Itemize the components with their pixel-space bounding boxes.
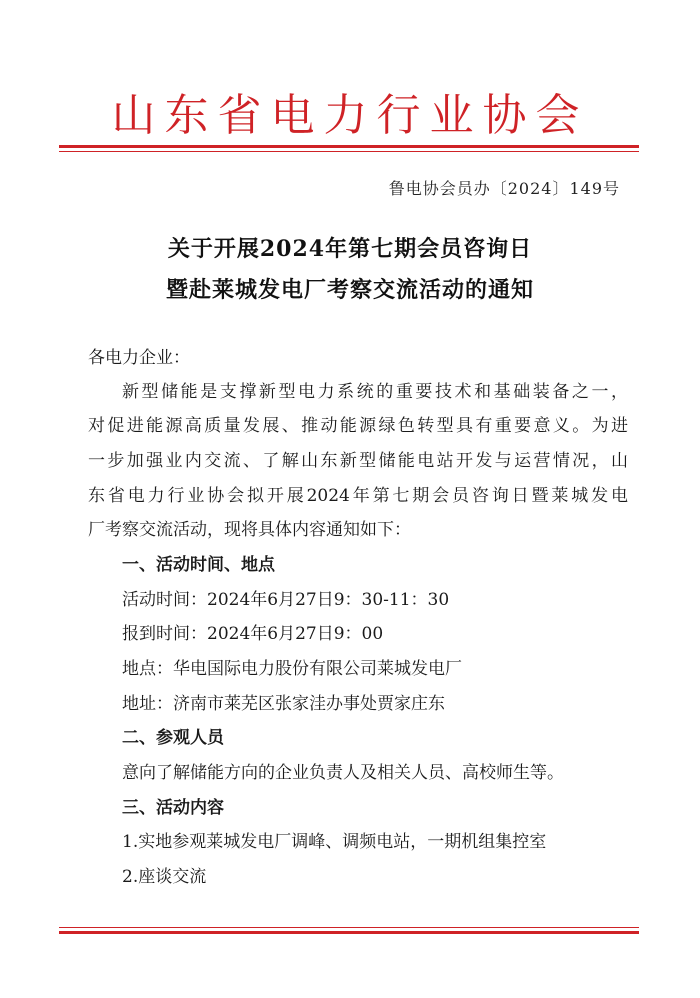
section-3-heading: 三、活动内容 <box>122 798 224 818</box>
letterhead-rule-thick <box>59 145 639 148</box>
intro-line: 新型储能是支撑新型电力系统的重要技术和基础装备之一， <box>122 382 628 402</box>
section-1-heading: 一、活动时间、地点 <box>122 555 275 575</box>
intro-line: 对促进能源高质量发展、推动能源绿色转型具有重要意义。为进 <box>88 416 628 436</box>
document-title-line-1: 关于开展2024年第七期会员咨询日 <box>167 236 533 262</box>
footer-rule-thin <box>59 927 639 928</box>
content-item-1: 1.实地参观莱城发电厂调峰、调频电站，一期机组集控室 <box>122 832 547 852</box>
content-item-2: 2.座谈交流 <box>122 867 207 887</box>
letterhead-title: 山东省电力行业协会 <box>111 90 589 141</box>
letterhead-rule-thin <box>59 151 639 152</box>
activity-time: 活动时间：2024年6月27日9：30-11：30 <box>122 590 450 610</box>
document-title-line-2: 暨赴莱城发电厂考察交流活动的通知 <box>165 277 534 303</box>
footer-rule-thick <box>59 931 639 934</box>
intro-line: 东省电力行业协会拟开展2024年第七期会员咨询日暨莱城发电 <box>88 486 628 506</box>
address: 地址：济南市莱芜区张家洼办事处贾家庄东 <box>122 694 445 714</box>
salutation: 各电力企业： <box>88 348 190 368</box>
checkin-time: 报到时间：2024年6月27日9：00 <box>122 624 384 644</box>
document-number: 鲁电协会员办〔2024〕149号 <box>388 179 620 198</box>
location: 地点：华电国际电力股份有限公司莱城发电厂 <box>122 659 462 679</box>
intro-line: 厂考察交流活动，现将具体内容通知如下： <box>88 520 411 540</box>
section-2-heading: 二、参观人员 <box>122 728 224 748</box>
intro-line: 一步加强业内交流、了解山东新型储能电站开发与运营情况，山 <box>88 451 628 471</box>
participants-text: 意向了解储能方向的企业负责人及相关人员、高校师生等。 <box>122 763 564 783</box>
